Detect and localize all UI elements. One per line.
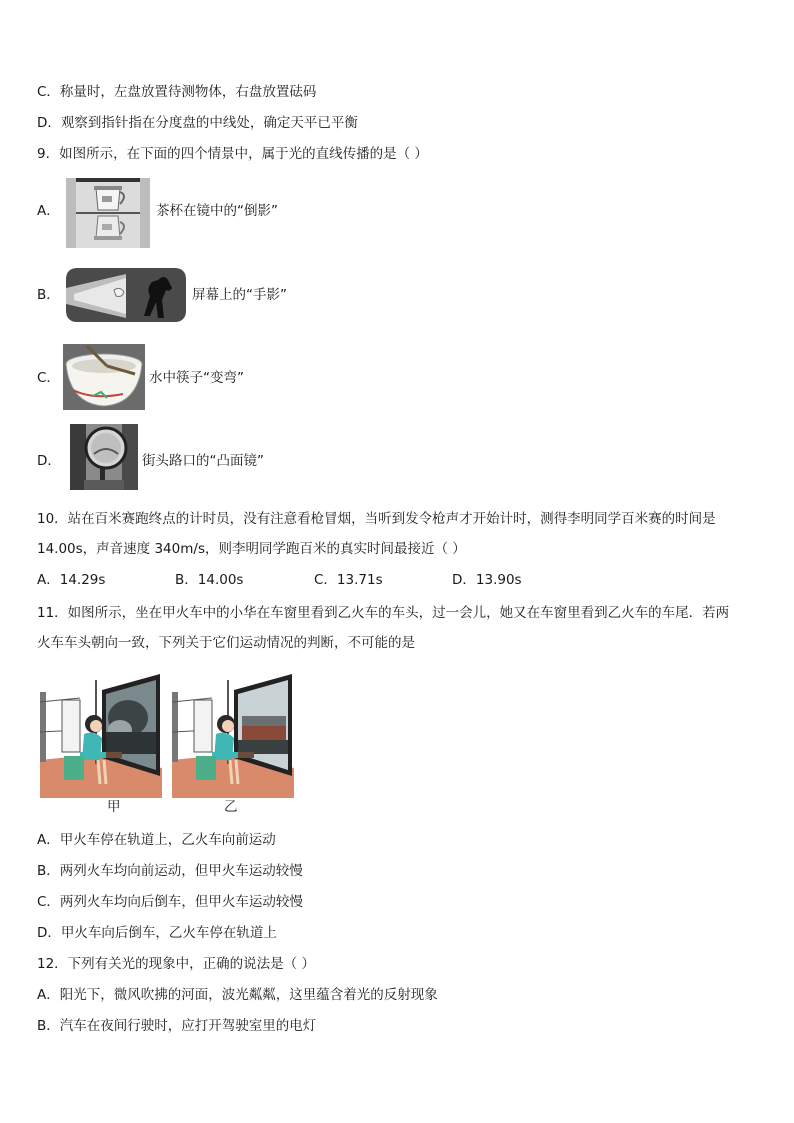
bent-chopstick-image [63, 344, 145, 410]
q11-stem-line1: 11．如图所示，坐在甲火车中的小华在车窗里看到乙火车的车头，过一会儿，她又在车窗里看到乙火车的车尾．若两 [37, 605, 730, 621]
q10-option-c: C．13.71s [314, 572, 383, 588]
q11-option-d: D．甲火车向后倒车，乙火车停在轨道上 [37, 925, 277, 941]
hand-shadow-image [66, 268, 186, 322]
figure-caption-jia: 甲 [107, 799, 121, 815]
q12-stem: 12．下列有关光的现象中，正确的说法是（ ） [37, 956, 315, 972]
q12-option-b: B．汽车在夜间行驶时，应打开驾驶室里的电灯 [37, 1018, 317, 1034]
train-window-figure-jia [40, 672, 162, 798]
q9-option-c-text: 水中筷子“变弯” [149, 370, 244, 386]
q9-option-a-text: 茶杯在镜中的“倒影” [156, 203, 278, 219]
q11-option-a: A．甲火车停在轨道上，乙火车向前运动 [37, 832, 276, 848]
convex-mirror-image [70, 424, 138, 490]
q9-option-d-letter: D． [37, 453, 61, 469]
q10-option-b: B．14.00s [175, 572, 244, 588]
q11-option-b: B．两列火车均向前运动，但甲火车运动较慢 [37, 863, 303, 879]
q11-stem-line2: 火车车头朝向一致，下列关于它们运动情况的判断，不可能的是 [37, 635, 415, 651]
q12-option-a: A．阳光下，微风吹拂的河面，波光粼粼，这里蕴含着光的反射现象 [37, 987, 438, 1003]
q9-stem: 9．如图所示，在下面的四个情景中，属于光的直线传播的是（ ） [37, 146, 428, 162]
q10-option-d: D．13.90s [452, 572, 522, 588]
q8-option-c: C．称量时，左盘放置待测物体，右盘放置砝码 [37, 84, 317, 100]
q10-option-a: A．14.29s [37, 572, 106, 588]
train-window-figure-yi [172, 672, 294, 798]
q9-option-a-letter: A． [37, 203, 60, 219]
q10-stem-line2: 14.00s，声音速度 340m/s，则李明同学跑百米的真实时间最接近（ ） [37, 541, 466, 557]
q9-option-d-text: 街头路口的“凸面镜” [142, 453, 264, 469]
q10-stem-line1: 10．站在百米赛跑终点的计时员，没有注意看枪冒烟，当听到发令枪声才开始计时，测得李明同学百米赛的时间是 [37, 511, 716, 527]
q9-option-b-letter: B． [37, 287, 60, 303]
q9-option-c-letter: C． [37, 370, 60, 386]
q11-option-c: C．两列火车均向后倒车，但甲火车运动较慢 [37, 894, 303, 910]
teacup-reflection-image [66, 178, 150, 248]
q9-option-b-text: 屏幕上的“手影” [192, 287, 287, 303]
figure-caption-yi: 乙 [224, 799, 238, 815]
q8-option-d: D．观察到指针指在分度盘的中线处，确定天平已平衡 [37, 115, 358, 131]
